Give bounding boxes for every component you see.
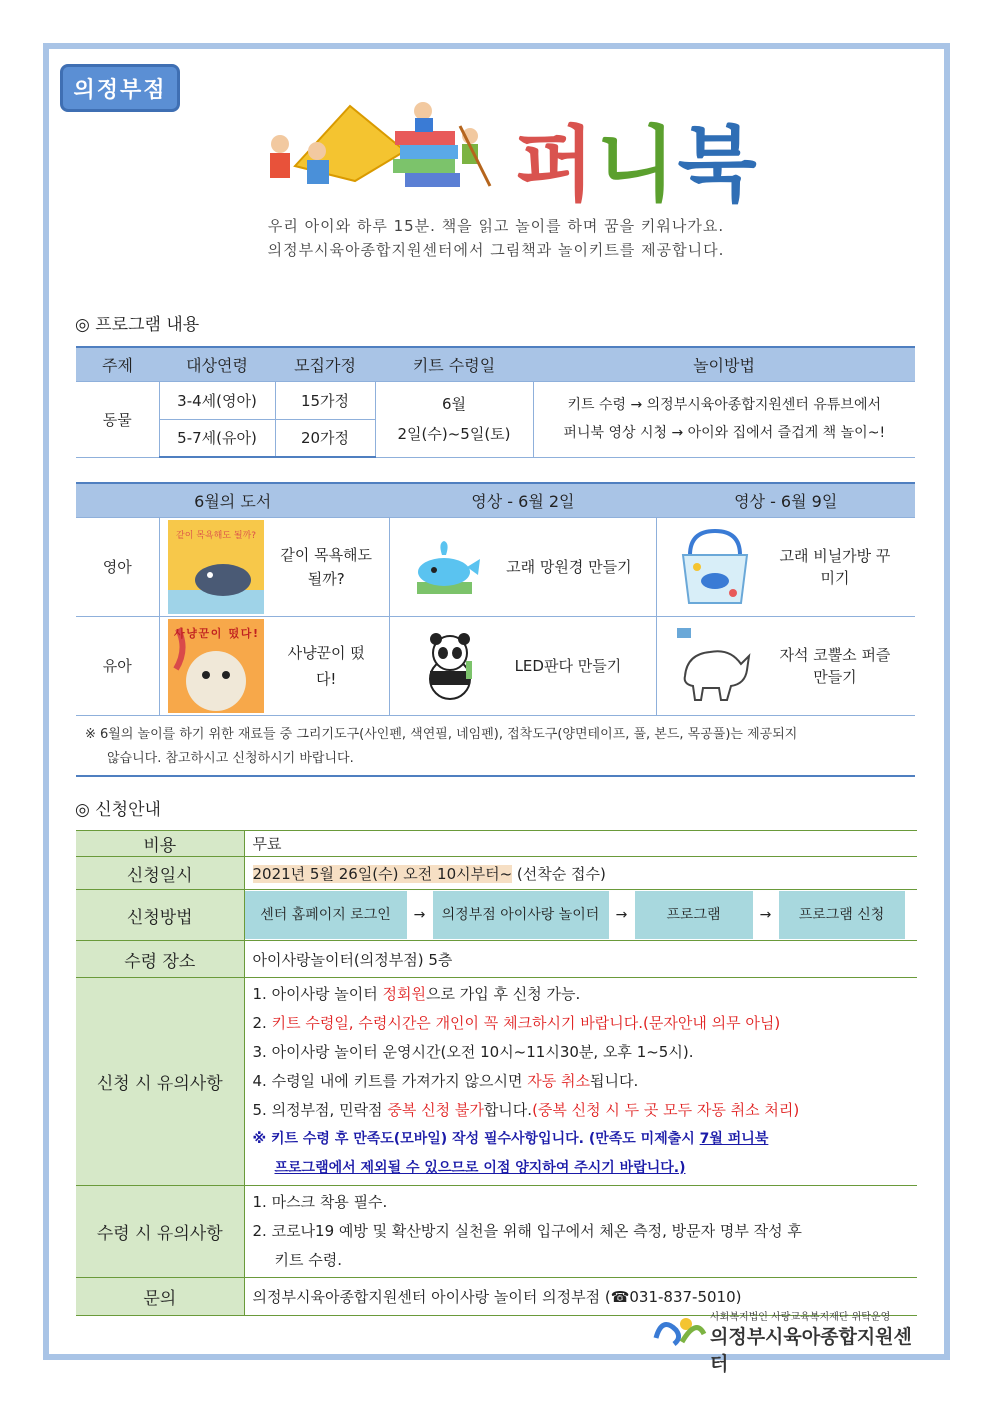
center-logo: 사회복지법인 사랑교육복지재단 위탁운영 의정부시육아종합지원센터	[652, 1308, 917, 1350]
activity-label: LED판다 만들기	[514, 657, 622, 675]
reading-children-illustration	[255, 96, 505, 196]
apply-steps: 센터 홈페이지 로그인 → 의정부점 아이사랑 놀이터 → 프로그램 → 프로그램 신청	[245, 891, 918, 939]
activity-label: 고래 비닐가방 꾸미기	[779, 546, 891, 587]
method-cell: 키트 수령 → 의정부시육아종합지원센터 유튜브에서 퍼니북 영상 시청 → 아이와 집에서 즐겁게 책 놀이~!	[533, 381, 915, 457]
svg-text:사냥꾼이 떴다!: 사냥꾼이 떴다!	[173, 626, 258, 640]
step-program: 프로그램	[635, 891, 753, 939]
book-cover-hunter	[168, 619, 264, 713]
step-playground: 의정부점 아이사랑 놀이터	[433, 891, 609, 939]
svg-text:같이 목욕해도 될까?: 같이 목욕해도 될까?	[175, 530, 256, 541]
kit-date-cell: 6월 2일(수)~5일(토)	[375, 381, 533, 457]
activity-label: 자석 코뿔소 퍼즐 만들기	[779, 645, 891, 686]
books-table: 6월의 도서 영상 - 6월 2일 영상 - 6월 9일 영아 같이 목욕해도 될까? 같이 목욕해도 될까? 고래 망원경 만들기 고래 비닐가방 꾸미기 유아 사냥꾼이 떴다! 사냥꾼이 떴다! LED판다 만들기 자석 코뿔소 퍼즐 만들기	[76, 482, 915, 716]
table-row: 유아 사냥꾼이 떴다! 사냥꾼이 떴다! LED판다 만들기 자석 코뿔소 퍼즐 만들기	[76, 616, 915, 715]
whale-telescope-image	[412, 537, 482, 597]
table-row: 영아 같이 목욕해도 될까? 같이 목욕해도 될까? 고래 망원경 만들기 고래 비닐가방 꾸미기	[76, 517, 915, 616]
program-table: 주제 대상연령 모집가정 키트 수령일 놀이방법 동물 3-4세(영아) 15가정 6월 2일(수)~5일(토) 키트 수령 → 의정부시육아종합지원센터 유튜브에서 퍼니북 영상 시청 → 아이와 집에서 즐겁게 책 놀이~! 5-7세(유아) 20가정	[76, 346, 915, 458]
program-title: 퍼니북	[515, 118, 759, 213]
materials-note: ※ 6월의 놀이를 하기 위한 재료들 중 그리기도구(사인펜, 색연필, 네임펜), 접착도구(양면테이프, 풀, 본드, 목공풀)는 제공되지 않습니다. 참고하시고 신청하시기 바랍니다.	[85, 727, 798, 766]
step-login: 센터 홈페이지 로그인	[245, 891, 407, 939]
branch-badge: 의정부점	[60, 64, 180, 112]
divider	[76, 775, 915, 777]
step-program-apply: 프로그램 신청	[779, 891, 905, 939]
age-cell: 3-4세(영아)	[159, 381, 275, 419]
count-cell: 20가정	[275, 419, 375, 457]
count-cell: 15가정	[275, 381, 375, 419]
topic-cell: 동물	[76, 381, 159, 457]
book-cover-bath	[168, 520, 264, 614]
application-table: 비용 무료 신청일시 2021년 5월 26일(수) 오전 10시부터~ (선착순 접수) 신청방법 센터 홈페이지 로그인 → 의정부점 아이사랑 놀이터 → 프로그램 → 프로그램 신청 수령 장소 아이사랑놀이터(의정부점) 5층 신청 시 유의사항 1. 아이사랑 놀이터 정회원으로 가입 후 신청 가능. 2. 키트 수령일, 수령시간은 개인이 꼭 체크하시기 바랍니다.(문자안내 의무 아님) 3. 아이사랑 놀이터 운영시간(오전 10시~11시30분, 오후 1~5시). 4. 수령일 내에 키트를 가져가지 않으시면 자동 취소됩니다. 5. 의정부점, 민락점 중복 신청 불가합니다.(중복 신청 시 두 곳 모두 자동 취소 처리) ※ 키트 수령 후 만족도(모바일) 작성 필수사항입니다. (만족도 미제출시 7월 퍼니북 프로그램에서 제외될 수 있으므로 이점 양지하여 주시기 바랍니다.) 수령 시 유의사항 1. 마스크 착용 필수. 2. 코로나19 예방 및 확산방지 실천을 위해 입구에서 체온 측정, 방문자 명부 작성 후 키트 수령. 문의 의정부시육아종합지원센터 아이사랑 놀이터 의정부점 (☎031-837-5010)	[76, 830, 917, 1316]
activity-label: 고래 망원경 만들기	[506, 558, 632, 576]
apply-date-highlight: 2021년 5월 26일(수) 오전 10시부터~	[252, 864, 513, 883]
book-title: 사냥꾼이 떴다!	[287, 643, 365, 688]
led-panda-image	[420, 631, 480, 701]
center-logo-icon	[652, 1312, 708, 1348]
age-cell: 5-7세(유아)	[159, 419, 275, 457]
section-apply-heading: ◎ 신청안내	[75, 800, 161, 820]
intro-text: 우리 아이와 하루 15분. 책을 읽고 놀이를 하며 꿈을 키워나가요. 의정부시육아종합지원센터에서 그림책과 놀이키트를 제공합니다.	[267, 217, 725, 259]
book-title: 같이 목욕해도 될까?	[280, 545, 373, 588]
section-program-heading: ◎ 프로그램 내용	[75, 315, 200, 335]
rhino-puzzle-image	[675, 626, 755, 706]
vinyl-bag-image	[675, 527, 755, 607]
